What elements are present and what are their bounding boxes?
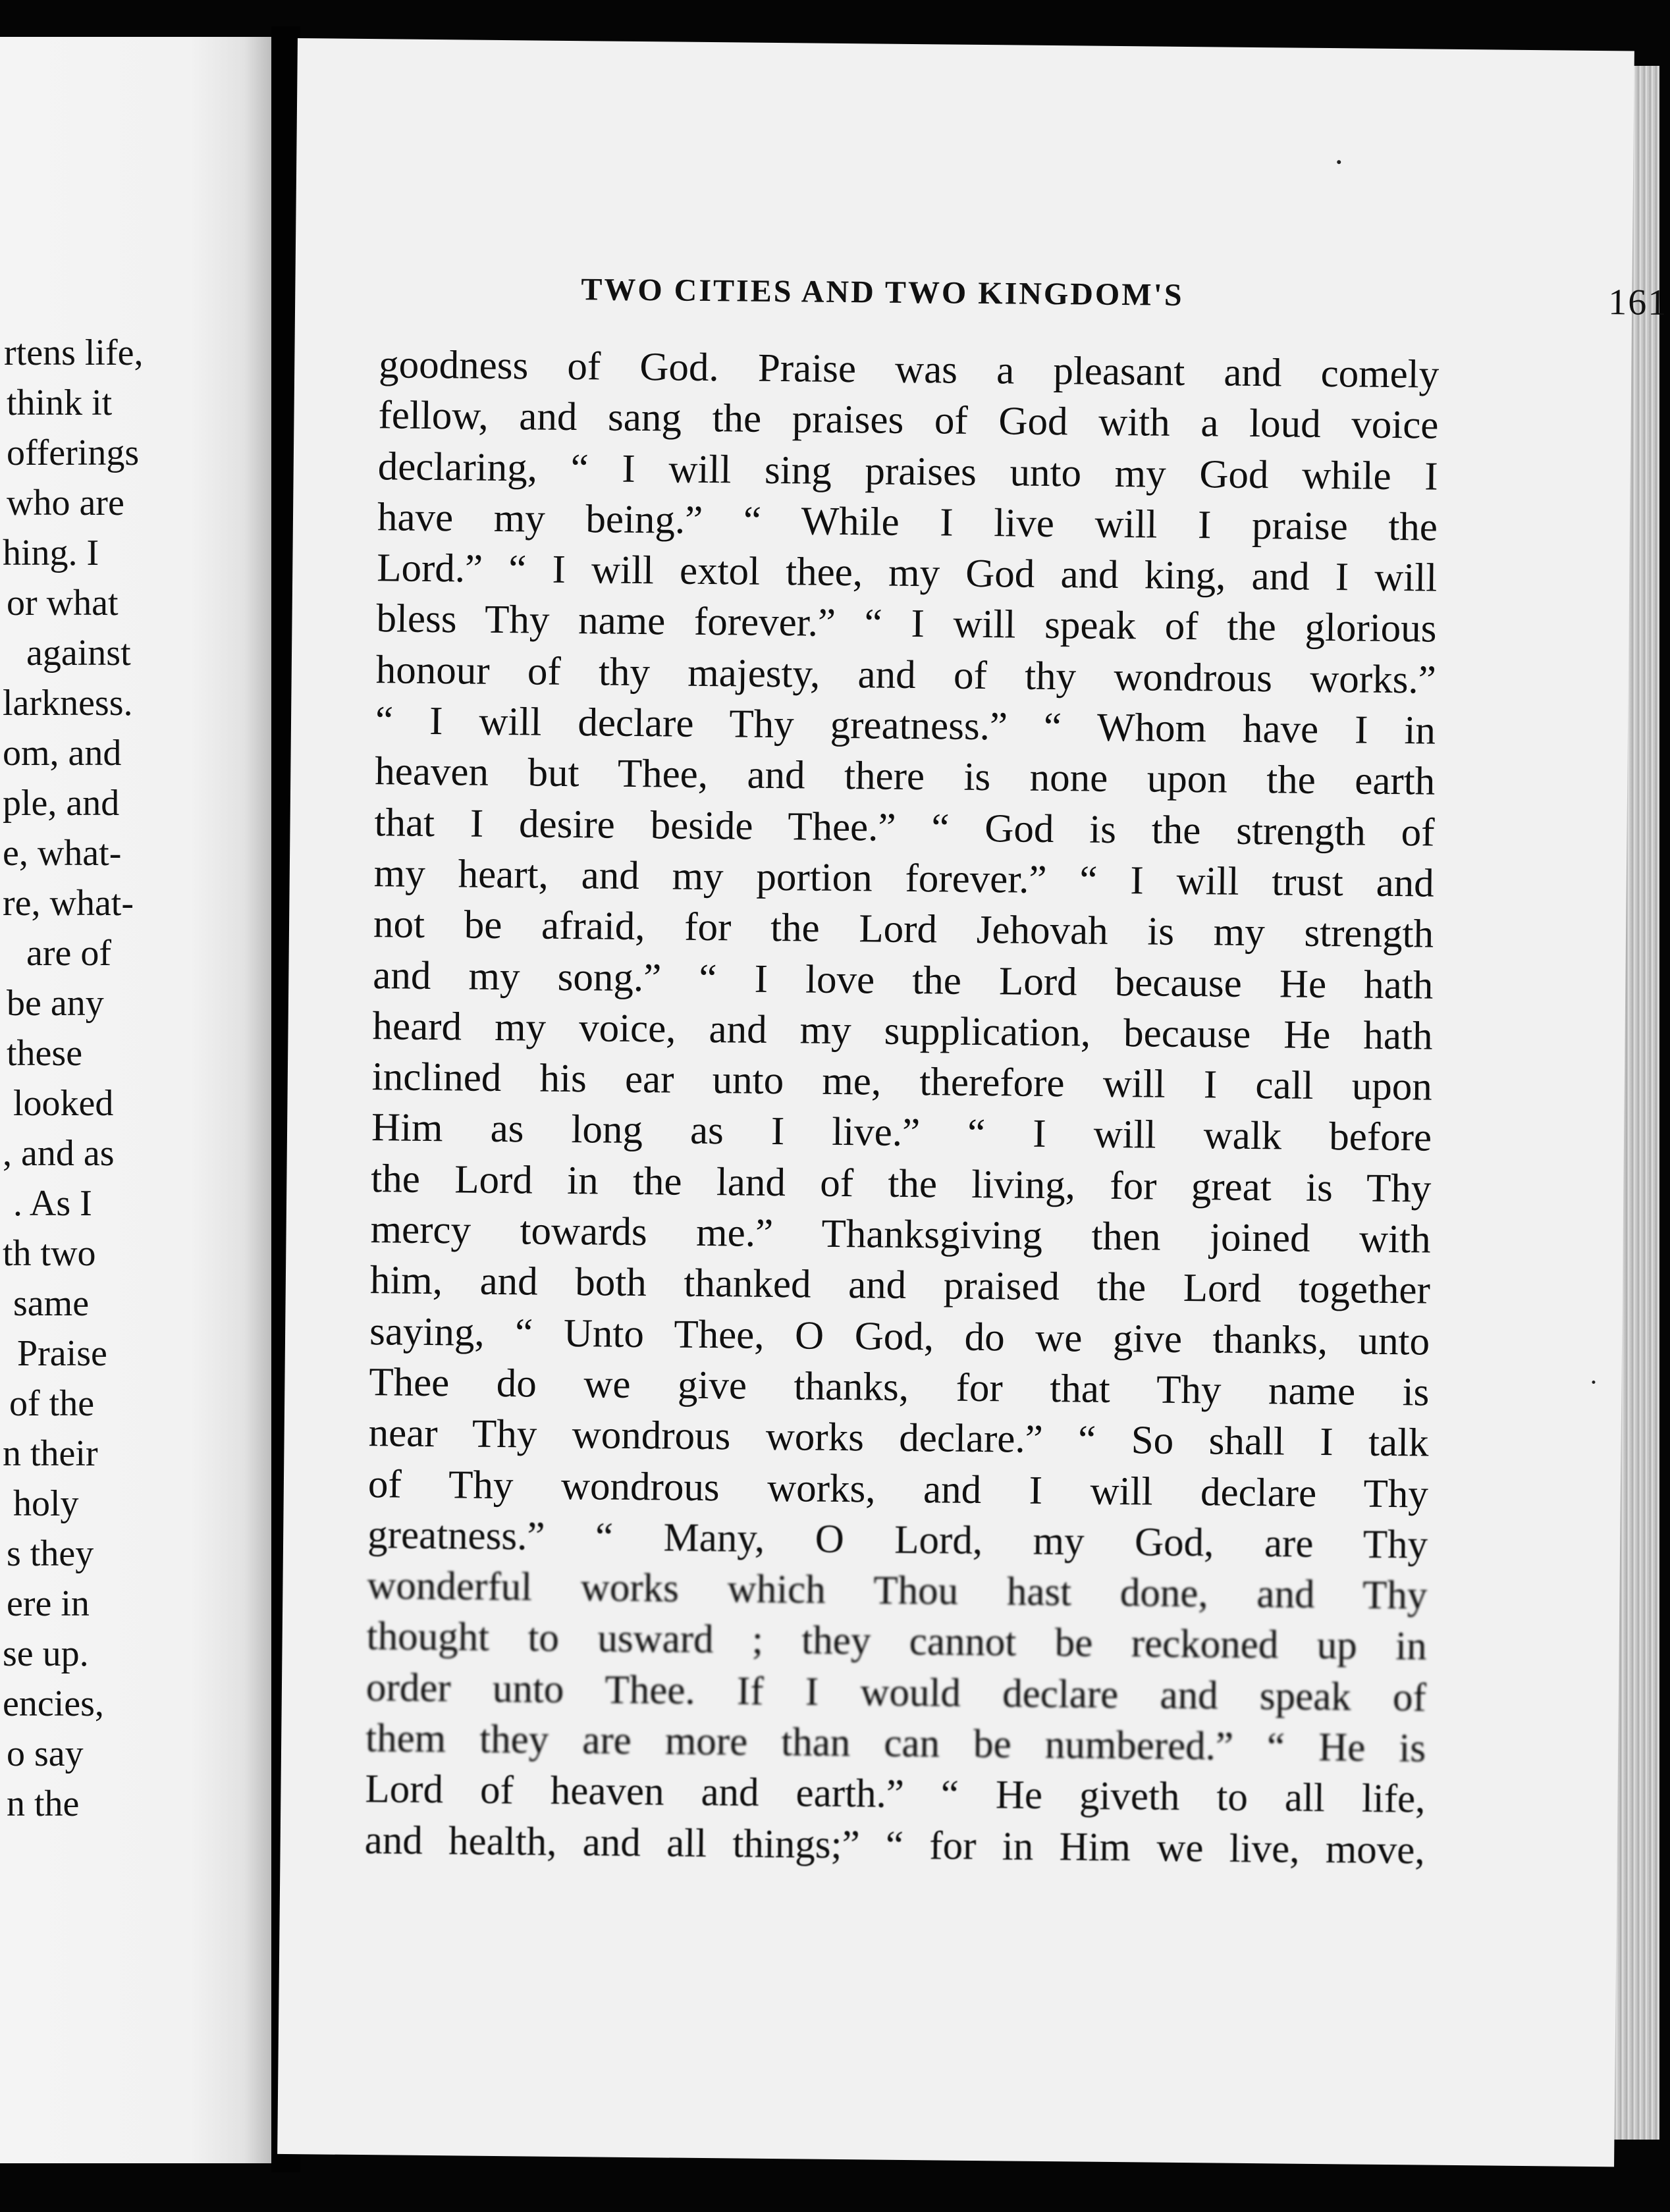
left-page-line: are of — [26, 933, 112, 974]
left-page-line: n their — [3, 1433, 98, 1474]
body-line: and my song.” “ I love the Lord because He hath — [373, 953, 1434, 1008]
left-page-line: be any — [7, 983, 104, 1024]
body-line: Lord of heaven and earth.” “ He giveth to all life, — [365, 1767, 1426, 1822]
body-line: mercy towards me.” Thanksgiving then joined with — [370, 1207, 1431, 1262]
body-line: him, and both thanked and praised the Lord together — [369, 1258, 1431, 1313]
left-page-line: looked — [13, 1083, 114, 1124]
left-page-line: who are — [7, 483, 124, 523]
page-number: 161 — [1607, 282, 1668, 323]
left-page-line: re, what- — [3, 883, 134, 924]
left-page — [0, 37, 271, 2163]
left-page-line: Praise — [17, 1333, 107, 1374]
left-page-line: se up. — [3, 1633, 89, 1674]
right-page — [277, 38, 1668, 2167]
left-page-line: , and as — [3, 1133, 115, 1174]
paper-speck — [1592, 1381, 1595, 1384]
body-line: greatness.” “ Many, O Lord, my God, are Thy — [367, 1512, 1428, 1567]
body-line: bless Thy name forever.” “ I will speak of the glorious — [376, 596, 1437, 652]
body-line: Thee do we give thanks, for that Thy name is — [369, 1360, 1430, 1415]
body-line: heard my voice, and my supplication, because He hath — [372, 1004, 1433, 1059]
left-page-line: encies, — [3, 1683, 104, 1724]
left-page-line: or what — [7, 583, 119, 623]
body-line: Him as long as I live.” “ I will walk before — [371, 1105, 1432, 1161]
left-page-line: against — [26, 633, 131, 673]
left-page-line: s they — [7, 1533, 94, 1574]
running-head — [581, 271, 1668, 323]
left-page-line: same — [13, 1283, 90, 1324]
left-page-line: larkness. — [3, 683, 133, 724]
body-line: not be afraid, for the Lord Jehovah is my strength — [373, 902, 1434, 957]
body-line: thought to usward ; they cannot be reckoned up in — [366, 1614, 1427, 1669]
body-line: that I desire beside Thee.” “ God is the strength of — [374, 800, 1435, 855]
body-line: Lord.” “ I will extol thee, my God and king, and I will — [376, 546, 1438, 600]
left-page-line: think it — [7, 382, 113, 423]
body-line: heaven but Thee, and there is none upon the earth — [374, 749, 1436, 804]
body-line: them they are more than can be numbered.” “ He is — [365, 1716, 1426, 1771]
body-line: saying, “ Unto Thee, O God, do we give thanks, unto — [369, 1309, 1430, 1364]
left-page-line: of the — [9, 1383, 95, 1424]
running-head-title: TWO CITIES AND TWO KINGDOM'S — [581, 272, 1184, 313]
body-line: fellow, and sang the praises of God with a loud voice — [378, 393, 1439, 448]
body-text — [364, 339, 1439, 1876]
body-line: and health, and all things;” “ for in Him we live, move, — [364, 1818, 1425, 1873]
left-page-line: holy — [13, 1483, 79, 1524]
body-line: have my being.” “ While I live will I praise the — [377, 495, 1438, 550]
body-line: order unto Thee. If I would declare and speak of — [365, 1665, 1427, 1720]
left-page-line: o say — [7, 1733, 84, 1774]
left-page-line: n the — [7, 1783, 80, 1824]
left-page-line: e, what- — [3, 833, 122, 874]
paper-speck — [1337, 160, 1341, 164]
body-line: inclined his ear unto me, therefore will I call upon — [371, 1055, 1433, 1109]
left-page-line: . As I — [13, 1183, 92, 1224]
left-page-line: offerings — [7, 433, 140, 473]
body-line: honour of thy majesty, and of thy wondrous works.” — [375, 647, 1437, 702]
left-page-line: hing. I — [3, 533, 99, 573]
left-page-line: th two — [3, 1233, 96, 1274]
body-line: “ I will declare Thy greatness.” “ Whom have I in — [375, 698, 1436, 753]
left-page-line: om, and — [3, 733, 122, 774]
left-page-line: ple, and — [3, 783, 120, 824]
body-line: of Thy wondrous works, and I will declare Thy — [367, 1462, 1429, 1517]
body-line: declaring, “ I will sing praises unto my God while I — [377, 444, 1439, 499]
body-line: near Thy wondrous works declare.” “ So shall I talk — [368, 1411, 1429, 1465]
left-page-line: these — [7, 1033, 83, 1074]
body-line: the Lord in the land of the living, for great is Thy — [371, 1156, 1432, 1211]
body-line: wonderful works which Thou hast done, and Thy — [367, 1564, 1428, 1618]
body-line: my heart, and my portion forever.” “ I will trust and — [373, 851, 1435, 906]
body-line: goodness of God. Praise was a pleasant and comely — [378, 342, 1440, 397]
left-page-line: ere in — [7, 1583, 90, 1624]
left-page-line: rtens life, — [4, 332, 144, 373]
